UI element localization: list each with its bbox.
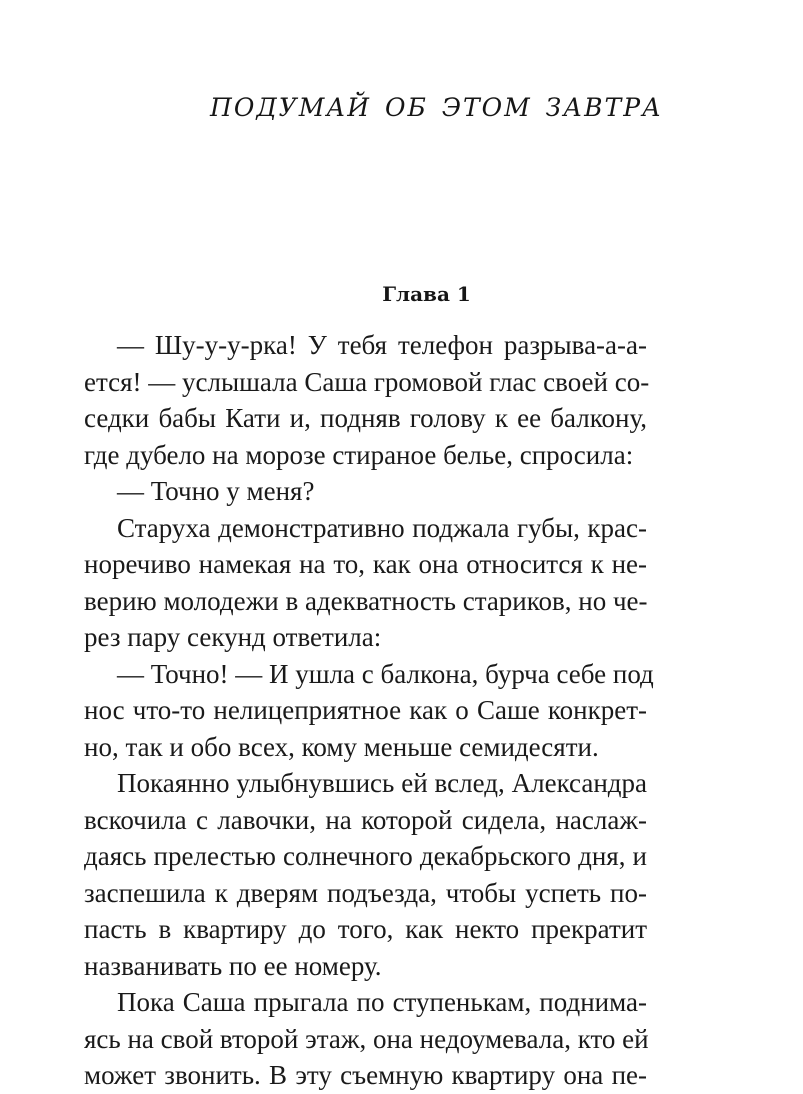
text-line: рез пару секунд ответила: <box>84 622 382 652</box>
text-line: Пока Саша прыгала по ступенькам, поднима- <box>117 987 647 1017</box>
book-title: ПОДУМАЙ ОБ ЭТОМ ЗАВТРА <box>210 93 663 122</box>
text-line: названивать по ее номеру. <box>84 950 382 981</box>
text-line: ясь на свой второй этаж, она недоумевала, кто ей <box>84 1023 649 1054</box>
text-line: седки бабы Кати и, подняв голову к ее балкону, <box>84 403 647 433</box>
text-line: норечиво намекая на то, как она относится к не- <box>84 549 647 579</box>
text-line: но, так и обо всех, кому меньше семидесяти. <box>84 731 599 762</box>
text-line: пасть в квартиру до того, как некто прекратит <box>84 914 647 944</box>
body-text <box>84 327 654 1094</box>
text-line: может звонить. В эту съемную квартиру она пе- <box>84 1060 647 1090</box>
text-line: даясь прелестью солнечного декабрьского дня, и <box>84 841 647 871</box>
text-line: заспешила к дверям подъезда, чтобы успеть по- <box>84 877 647 908</box>
text-line: нос что-то нелицеприятное как о Саше конкрет- <box>84 695 647 725</box>
chapter-title: Глава 1 <box>382 282 471 306</box>
text-line: вскочила с лавочки, на которой сидела, наслаж- <box>84 804 647 835</box>
text-line: ется! — услышала Саша громовой глас своей со- <box>84 366 650 397</box>
text-line: где дубело на морозе стираное белье, спросила: <box>84 439 634 470</box>
text-line: — Шу-у-у-рка! У тебя телефон разрыва-а-а- <box>117 330 647 360</box>
text-line: верию молодежи в адекватность стариков, но че- <box>84 585 648 616</box>
text-line: — Точно у меня? <box>117 476 315 506</box>
text-line: Старуха демонстративно поджала губы, крас- <box>117 512 647 543</box>
text-line: — Точно! — И ушла с балкона, бурча себе под <box>117 658 654 689</box>
text-line: Покаянно улыбнувшись ей вслед, Александра <box>117 768 647 798</box>
